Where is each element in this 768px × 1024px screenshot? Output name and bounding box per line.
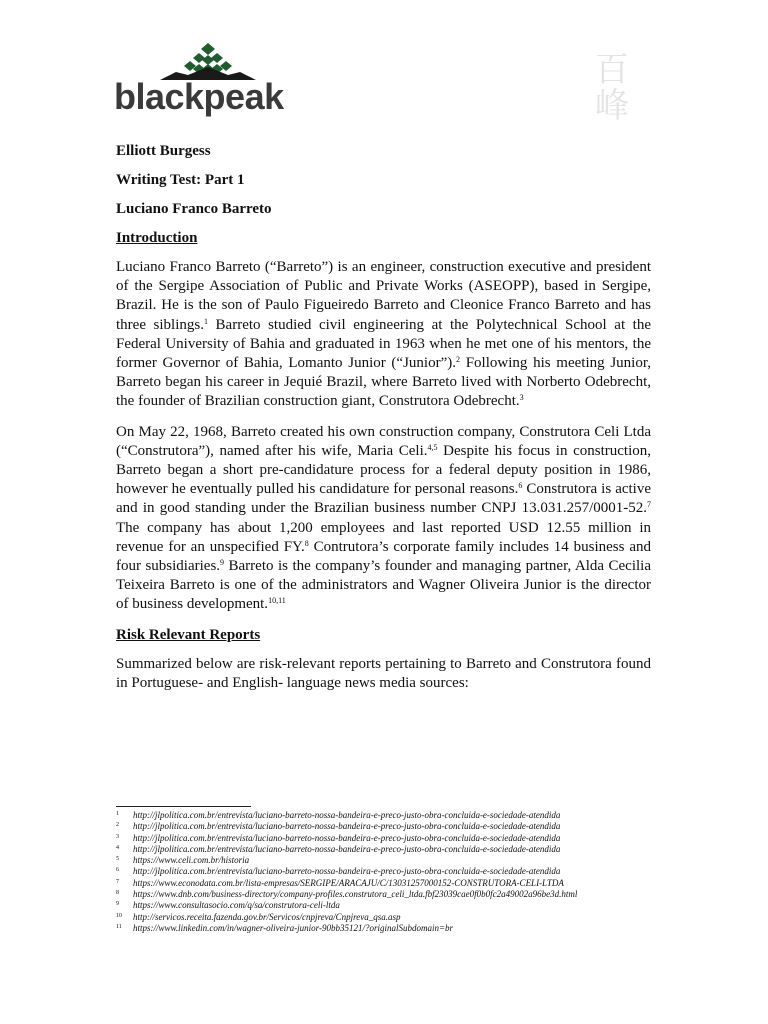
footnote-item: 2 http://jlpolitica.com.br/entrevista/luciano-barreto-nossa-bandeira-e-preco-justo-obra-concluida-e-sociedade-atendida xyxy=(116,821,561,832)
risk-reports-heading: Risk Relevant Reports xyxy=(116,626,261,643)
footnote-item: 1 http://jlpolitica.com.br/entrevista/luciano-barreto-nossa-bandeira-e-preco-justo-obra-concluida-e-sociedade-atendida xyxy=(116,810,561,820)
footnote-item: 8 https://www.dnb.com/business-directory/company-profiles.construtora_celi_ltda.fbf23039cae0f0b0fc2a49002a96be3d.html xyxy=(116,889,578,900)
footnote-link[interactable]: https://www.celi.com.br/historia xyxy=(133,855,250,866)
footnote-ref[interactable]: 7 xyxy=(647,500,651,510)
footnote-item: 4 http://jlpolitica.com.br/entrevista/luciano-barreto-nossa-bandeira-e-preco-justo-obra-concluida-e-sociedade-atendida xyxy=(116,843,561,854)
author-name: Elliott Burgess xyxy=(116,143,211,159)
footnote-link[interactable]: https://www.dnb.com/business-directory/company-profiles.construtora_celi_ltda.fbf23039cae0f0b0fc2a49002a96be3d.html xyxy=(133,889,578,900)
footnote-separator xyxy=(116,806,251,807)
footnote-item: 11 https://www.linkedin.com/in/wagner-oliveira-junior-90bb35121/?originalSubdomain=br xyxy=(116,922,454,933)
risk-paragraph: Summarized below are risk-relevant reports pertaining to Barreto and Construtora found in Portuguese- and English- language news media sources: xyxy=(116,655,651,691)
footnote-item: 3 http://jlpolitica.com.br/entrevista/luciano-barreto-nossa-bandeira-e-preco-justo-obra-concluida-e-sociedade-atendida xyxy=(116,832,561,843)
footnote-link[interactable]: http://servicos.receita.fazenda.gov.br/Servicos/cnpjreva/Cnpjreva_qsa.asp xyxy=(133,911,401,922)
footnote-link[interactable]: http://jlpolitica.com.br/entrevista/luciano-barreto-nossa-bandeira-e-preco-justo-obra-concluida-e-sociedade-atendida xyxy=(133,832,561,843)
footnote-link[interactable]: http://jlpolitica.com.br/entrevista/luciano-barreto-nossa-bandeira-e-preco-justo-obra-concluida-e-sociedade-atendida xyxy=(133,810,561,820)
brand-wordmark: blackpeak xyxy=(114,76,284,117)
footnote-ref[interactable]: 10,11 xyxy=(268,596,286,606)
intro-paragraph-2: On May 22, 1968, Barreto created his own construction company, Construtora Celi Ltda (“Construtora”), named after his wife, Maria Celi.$^{4,5}$ Despite his focus in construction, Barreto began a short pre-candidature process for a federal deputy position in 1986, however he eventually pulled his candidature for personal reasons.$^6$ Construtora is active and in good standing under the Brazilian business number CNPJ 13.031.257/0001-52.$^7$ The company has about 1,200 employees and last reported USD 12.55 million in revenue for an unspecified FY.$^8$ Contrutora’s corporate family includes 14 business and four subsidiaries.$^9$ Barreto is the company’s founder and managing partner, Alda Cecilia Teixeira Barreto is one of the administrators and Wagner Oliveira Junior is the director of business development.$^{10,11}$ xyxy=(116,423,652,613)
test-title: Writing Test: Part 1 xyxy=(116,172,245,188)
footnote-link[interactable]: https://www.econodata.com.br/lista-empresas/SERGIPE/ARACAJU/C/13031257000152-CONSTRUTORA-CELI-LTDA xyxy=(133,877,564,888)
footnote-ref[interactable]: 3 xyxy=(519,393,524,403)
blackpeak-logo xyxy=(114,42,306,120)
footnote-item: 5 https://www.celi.com.br/historia xyxy=(116,855,250,866)
footnote-ref[interactable]: 6 xyxy=(518,481,523,491)
footnote-link[interactable]: https://www.consultasocio.com/q/sa/construtora-celi-ltda xyxy=(133,900,340,911)
footnote-link[interactable]: http://jlpolitica.com.br/entrevista/luciano-barreto-nossa-bandeira-e-preco-justo-obra-concluida-e-sociedade-atendida xyxy=(133,843,561,854)
chinese-watermark: 百峰 xyxy=(595,50,629,126)
footnote-item: 6 http://jlpolitica.com.br/entrevista/luciano-barreto-nossa-bandeira-e-preco-justo-obra-concluida-e-sociedade-atendida xyxy=(116,866,561,877)
footnote-link[interactable]: http://jlpolitica.com.br/entrevista/luciano-barreto-nossa-bandeira-e-preco-justo-obra-concluida-e-sociedade-atendida xyxy=(133,866,561,877)
subject-name: Luciano Franco Barreto xyxy=(116,201,272,217)
footnote-ref[interactable]: 2 xyxy=(456,355,460,365)
intro-paragraph-1: Luciano Franco Barreto (“Barreto”) is an engineer, construction executive and president of the Sergipe Association of Public and Private Works (ASEOPP), based in Sergipe, Brazil. He is the son of Paulo Figueiredo Barreto and Cleonice Franco Barreto and has three siblings.$^1$ Barreto studied civil engineering at the Polytechnical School at the Federal University of Bahia and graduated in 1963 when he met one of his mentors, the former Governor of Bahia, Lomanto Junior (“Junior”).$^2$ Following his meeting Junior, Barreto began his career in Jequié Brazil, where Barreto lived with Norberto Odebrecht, the founder of Brazilian construction giant, Construtora Odebrecht.$^3$ xyxy=(116,259,652,410)
footnote-item: 10 http://servicos.receita.fazenda.gov.br/Servicos/cnpjreva/Cnpjreva_qsa.asp xyxy=(116,911,401,922)
footnote-ref[interactable]: 8 xyxy=(304,538,309,548)
footnote-item: 9 https://www.consultasocio.com/q/sa/construtora-celi-ltda xyxy=(116,900,340,911)
footnote-link[interactable]: https://www.linkedin.com/in/wagner-oliveira-junior-90bb35121/?originalSubdomain=br xyxy=(133,922,454,933)
footnote-ref[interactable]: 1 xyxy=(203,316,208,326)
footnote-link[interactable]: http://jlpolitica.com.br/entrevista/luciano-barreto-nossa-bandeira-e-preco-justo-obra-concluida-e-sociedade-atendida xyxy=(133,821,561,832)
introduction-heading: Introduction xyxy=(116,230,198,246)
footnotes-list xyxy=(116,810,676,934)
document-body xyxy=(116,142,651,704)
footnote-ref[interactable]: 4,5 xyxy=(427,442,438,452)
footnote-ref[interactable]: 9 xyxy=(220,558,225,568)
footnote-item: 7 https://www.econodata.com.br/lista-empresas/SERGIPE/ARACAJU/C/13031257000152-CONSTRUTORA-CELI-LTDA xyxy=(116,877,564,888)
